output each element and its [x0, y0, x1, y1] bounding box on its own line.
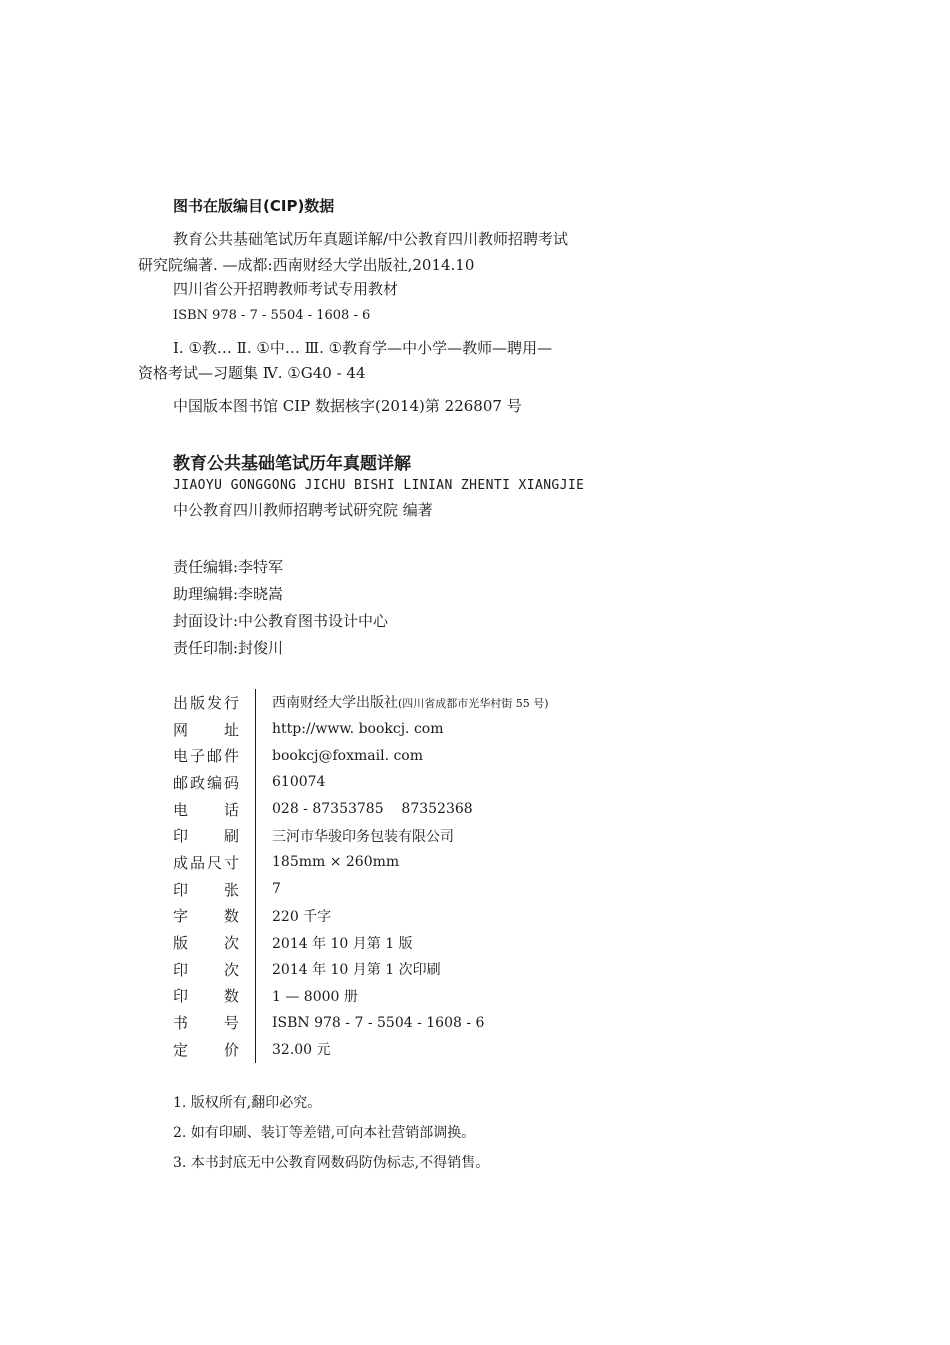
- pub-label: 书号: [173, 1014, 239, 1033]
- staff-item: 责任印制:封俊川: [173, 639, 284, 657]
- pub-row: [173, 716, 549, 743]
- cip-isbn: ISBN 978 - 7 - 5504 - 1608 - 6: [173, 308, 371, 323]
- cip-class-line-1: Ⅰ. ①教… Ⅱ. ①中… Ⅲ. ①教育学—中小学—教师—聘用—: [173, 339, 553, 357]
- pub-row: [173, 849, 549, 876]
- pub-label: 版次: [173, 934, 239, 953]
- staff-item: 封面设计:中公教育图书设计中心: [173, 612, 389, 630]
- pub-value: bookcj@foxmail. com: [272, 747, 424, 764]
- divider: [255, 929, 256, 956]
- divider: [255, 1036, 256, 1063]
- pub-label: 印张: [173, 880, 239, 899]
- cip-title: 图书在版编目(CIP)数据: [173, 197, 335, 215]
- pub-value: 220 千字: [272, 908, 332, 925]
- pub-label: 字数: [173, 907, 239, 926]
- pub-label: 电子邮件: [173, 747, 239, 766]
- book-editor: 中公教育四川教师招聘考试研究院 编著: [173, 501, 433, 519]
- pub-label: 成品尺寸: [173, 853, 239, 872]
- pub-row: [173, 689, 549, 716]
- divider: [255, 983, 256, 1010]
- pub-label: 网址: [173, 720, 239, 739]
- note-item: 2. 如有印刷、装订等差错,可向本社营销部调换。: [173, 1125, 476, 1141]
- pub-label: 印数: [173, 987, 239, 1006]
- pub-label: 出版发行: [173, 693, 239, 712]
- pub-row: [173, 796, 549, 823]
- divider: [255, 876, 256, 903]
- divider: [255, 742, 256, 769]
- divider: [255, 796, 256, 823]
- cip-entry-line-1: 教育公共基础笔试历年真题详解/中公教育四川教师招聘考试: [173, 230, 569, 248]
- pub-row: [173, 929, 549, 956]
- note-item: 3. 本书封底无中公教育网数码防伪标志,不得销售。: [173, 1155, 490, 1171]
- staff-list: [173, 557, 388, 665]
- pub-label: 电话: [173, 800, 239, 819]
- staff-item: 助理编辑:李晓嵩: [173, 585, 284, 603]
- pub-value: 1 — 8000 册: [272, 988, 358, 1005]
- note-item: 1. 版权所有,翻印必究。: [173, 1095, 322, 1111]
- divider: [255, 903, 256, 930]
- divider: [255, 769, 256, 796]
- divider: [255, 822, 256, 849]
- publication-info-table: [173, 689, 549, 1063]
- pub-row: [173, 1009, 549, 1036]
- cip-entry-line-2: 研究院编著. —成都:西南财经大学出版社,2014.10: [138, 256, 475, 274]
- pub-label: 邮政编码: [173, 773, 239, 792]
- pub-row: [173, 1036, 549, 1063]
- pub-row: [173, 983, 549, 1010]
- pub-value: 028 - 87353785 87352368: [272, 801, 473, 818]
- divider: [255, 1009, 256, 1036]
- pub-value: 西南财经大学出版社(四川省成都市光华村街 55 号): [272, 695, 549, 712]
- pub-row: [173, 876, 549, 903]
- pub-value: ISBN 978 - 7 - 5504 - 1608 - 6: [272, 1014, 485, 1031]
- divider: [255, 689, 256, 716]
- publisher-address: (四川省成都市光华村街 55 号): [398, 697, 549, 711]
- pub-value: 185mm × 260mm: [272, 854, 400, 871]
- cip-number: 中国版本图书馆 CIP 数据核字(2014)第 226807 号: [173, 397, 522, 415]
- book-pinyin: JIAOYU GONGGONG JICHU BISHI LINIAN ZHENTI XIANGJIE: [173, 478, 585, 493]
- pub-label: 定价: [173, 1040, 239, 1059]
- pub-value: 7: [272, 881, 281, 898]
- pub-row: [173, 903, 549, 930]
- pub-value: 32.00 元: [272, 1042, 331, 1059]
- divider: [255, 956, 256, 983]
- pub-row: [173, 742, 549, 769]
- notes-list: [173, 1093, 489, 1183]
- pub-value: 2014 年 10 月第 1 版: [272, 935, 413, 952]
- pub-row: [173, 822, 549, 849]
- pub-value: 2014 年 10 月第 1 次印刷: [272, 962, 441, 979]
- pub-value: 三河市华骏印务包装有限公司: [272, 828, 454, 845]
- pub-value: http://www. bookcj. com: [272, 721, 444, 738]
- pub-label: 印刷: [173, 827, 239, 846]
- pub-value: 610074: [272, 774, 326, 791]
- book-title: 教育公共基础笔试历年真题详解: [173, 454, 411, 474]
- divider: [255, 716, 256, 743]
- pub-row: [173, 956, 549, 983]
- cip-series: 四川省公开招聘教师考试专用教材: [173, 280, 399, 298]
- cip-class-line-2: 资格考试—习题集 Ⅳ. ①G40 - 44: [138, 364, 366, 382]
- pub-row: [173, 769, 549, 796]
- divider: [255, 849, 256, 876]
- staff-item: 责任编辑:李特军: [173, 558, 284, 576]
- pub-label: 印次: [173, 960, 239, 979]
